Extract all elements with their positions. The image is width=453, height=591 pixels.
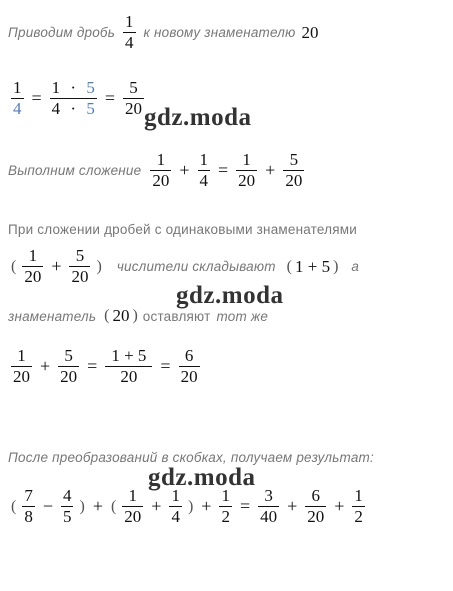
denominator: 20 [152, 171, 170, 190]
fraction [122, 486, 143, 527]
denominator: 4 [125, 33, 134, 52]
numerator: 6 [311, 486, 320, 505]
intro-text-2: к новому знаменателю [143, 25, 296, 40]
fraction [58, 346, 79, 387]
close-paren: ) [132, 307, 138, 324]
result-text: После преобразований в скобках, получаем результат: [8, 450, 374, 465]
denominator: 4 [171, 507, 180, 526]
fraction [169, 486, 182, 527]
rule-line [8, 222, 357, 237]
denominator: 20 [60, 367, 78, 386]
minus-sign: − [42, 496, 53, 516]
close-paren: ) [187, 497, 194, 515]
denominator: 20 [120, 367, 138, 386]
numerator: 5 [64, 346, 73, 365]
denominator: 20 [13, 367, 30, 386]
denominator-part: 5 [86, 99, 95, 118]
equals-sign: = [104, 88, 115, 108]
plus-sign: + [287, 496, 298, 516]
numerator: 1 [17, 346, 26, 365]
rule-text: При сложении дробей с одинаковыми знаменателями [8, 222, 357, 237]
plus-sign: + [51, 256, 62, 276]
open-paren: ( [286, 257, 292, 275]
denominator-value: 20 [112, 306, 130, 325]
equals-sign: = [239, 496, 251, 516]
numerator: 1 [28, 246, 38, 265]
watermark: gdz.moda [176, 282, 284, 309]
close-paren: ) [96, 257, 102, 275]
denominator: 8 [24, 507, 33, 526]
equals-sign: = [218, 160, 229, 180]
denominator: 20 [180, 367, 198, 386]
watermark: gdz.moda [148, 464, 256, 491]
close-paren: ) [333, 257, 339, 275]
fraction [11, 78, 24, 119]
numerator: 1 + 5 [111, 346, 147, 365]
numerator: 4 [62, 486, 72, 505]
denominator-label: знаменатель [8, 308, 97, 324]
numerator: 1 [242, 150, 251, 169]
denominator: 20 [24, 267, 42, 286]
denominator: 2 [354, 507, 363, 526]
plus-sign: + [92, 496, 103, 516]
numerator: 1 [199, 150, 209, 169]
fraction [105, 346, 152, 387]
denominator-rule-text: оставляют [142, 308, 211, 324]
dot-operator: · [70, 78, 77, 97]
close-paren: ) [79, 497, 85, 515]
addition-text: Выполним сложение [8, 163, 142, 178]
fraction [50, 78, 97, 119]
denominator: 4 [13, 99, 22, 118]
numerator: 5 [289, 150, 299, 169]
open-paren: ( [110, 497, 117, 515]
denominator-part: 4 [51, 99, 61, 118]
fraction [11, 346, 32, 387]
denominator: 4 [199, 171, 209, 190]
denominator: 5 [62, 507, 72, 526]
intro-text: Приводим дробь [8, 25, 116, 40]
fraction [258, 486, 279, 527]
fraction [198, 150, 211, 191]
fraction [22, 246, 43, 287]
denominator: 2 [221, 507, 230, 526]
open-paren: ( [11, 257, 17, 275]
plus-sign: + [40, 356, 51, 376]
denominator: 20 [124, 507, 142, 526]
numerator: 3 [264, 486, 273, 505]
numerator: 1 [156, 150, 166, 169]
denominator: 20 [238, 171, 256, 190]
numerator: 1 [354, 486, 363, 505]
denominator [50, 99, 97, 119]
plus-sign: + [265, 160, 276, 180]
numerator: 1 [13, 78, 22, 97]
intro-line [8, 12, 318, 53]
equation-1 [8, 78, 147, 119]
addition-line [8, 150, 307, 191]
fraction [123, 12, 136, 53]
plus-sign: + [201, 496, 212, 516]
numerator: 7 [24, 486, 33, 505]
numerator-rule-text: числители складывают [116, 259, 276, 274]
numerator [50, 78, 97, 98]
equation-3 [8, 486, 368, 527]
numerator-rule-line [8, 246, 359, 287]
denominator: 20 [307, 507, 325, 526]
fraction [219, 486, 232, 527]
open-paren: ( [104, 307, 110, 324]
equals-sign: = [31, 88, 42, 108]
denominator: 20 [124, 99, 142, 118]
denominator: 40 [260, 507, 278, 526]
numerator: 5 [129, 78, 138, 97]
plus-sign: + [179, 160, 190, 180]
plus-sign: + [334, 496, 345, 516]
fraction [69, 246, 90, 287]
fraction [123, 78, 144, 119]
dot-operator: · [70, 99, 77, 118]
numerator-sum: 1 + 5 [294, 256, 331, 276]
numerator: 1 [221, 486, 230, 505]
denominator: 20 [71, 267, 89, 286]
target-denominator: 20 [301, 22, 319, 42]
fraction [61, 486, 74, 527]
numerator: 6 [184, 346, 194, 365]
fraction [352, 486, 365, 527]
watermark: gdz.moda [144, 104, 252, 131]
result-line [8, 450, 374, 465]
numerator-part: 5 [86, 78, 95, 97]
equals-sign: = [160, 356, 171, 376]
fraction [179, 346, 200, 387]
numerator-part: 1 [51, 78, 61, 97]
denominator-rule-text-2: тот же [216, 308, 269, 324]
equation-2 [8, 346, 203, 387]
open-paren: ( [11, 497, 17, 515]
denominator: 20 [285, 171, 303, 190]
numerator: 1 [171, 486, 180, 505]
fraction [236, 150, 257, 191]
plus-sign: + [151, 496, 162, 516]
numerator: 1 [128, 486, 138, 505]
equals-sign: = [87, 356, 98, 376]
fraction [305, 486, 326, 527]
numerator: 5 [75, 246, 85, 265]
fraction [283, 150, 304, 191]
conjunction: а [351, 259, 360, 274]
numerator: 1 [125, 12, 134, 31]
fraction [150, 150, 171, 191]
fraction [22, 486, 35, 527]
